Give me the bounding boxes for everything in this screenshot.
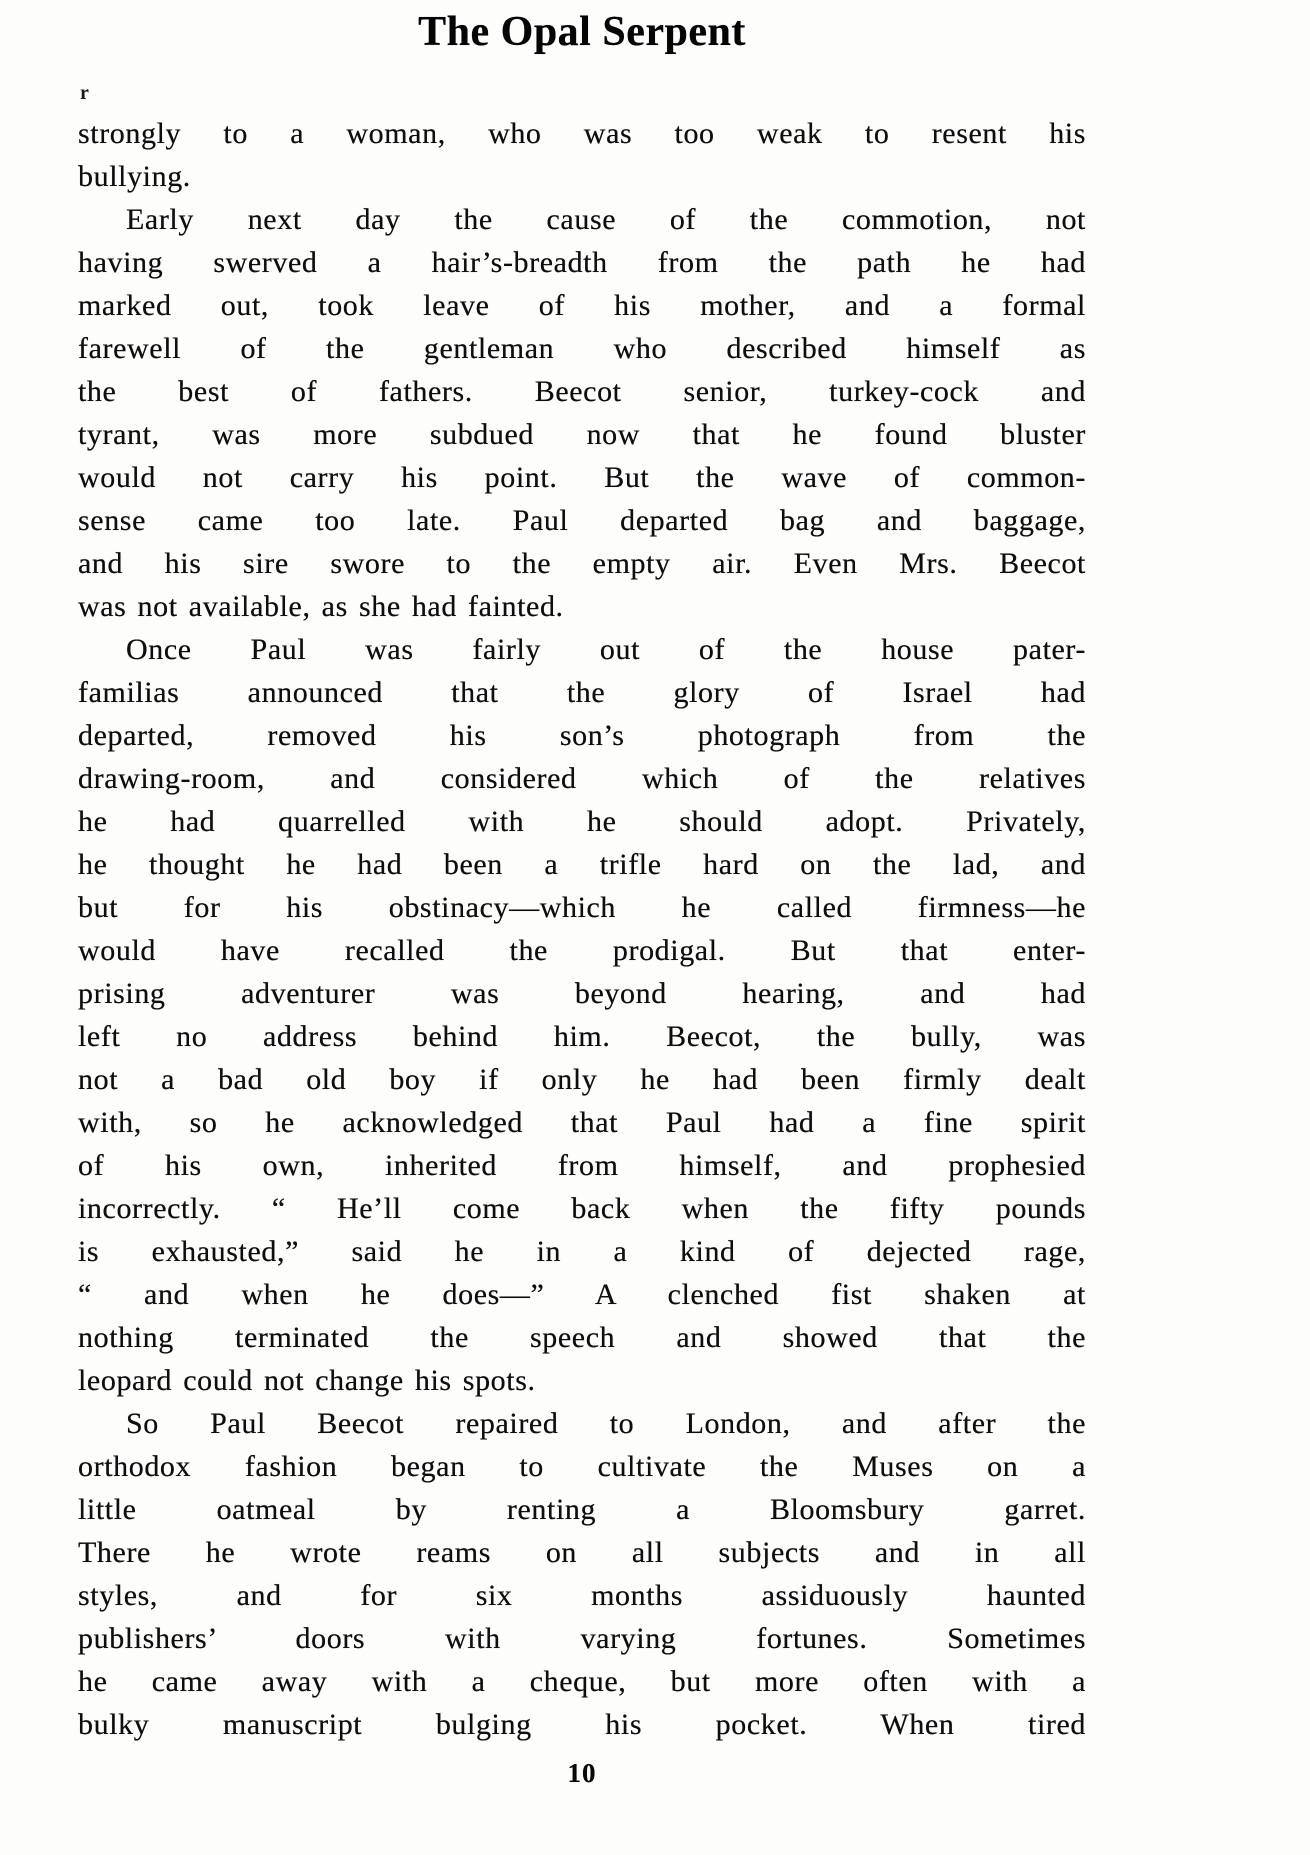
text-line: departed, removed his son’s photograph from the	[78, 719, 1086, 752]
page-number: 10	[567, 1758, 597, 1788]
text-line: sense came too late. Paul departed bag and baggage,	[78, 504, 1086, 537]
text-line: would have recalled the prodigal. But that enter-	[78, 934, 1086, 967]
text-line: “ and when he does—” A clenched fist shaken at	[78, 1278, 1086, 1311]
text-line: orthodox fashion began to cultivate the Muses on a	[78, 1450, 1086, 1483]
text-line: nothing terminated the speech and showed that the	[78, 1321, 1086, 1354]
text-line: but for his obstinacy—which he called firmness—he	[78, 891, 1086, 924]
text-line: marked out, took leave of his mother, and a formal	[78, 289, 1086, 322]
text-line: tyrant, was more subdued now that he found bluster	[78, 418, 1086, 451]
text-line: prising adventurer was beyond hearing, and had	[78, 977, 1086, 1010]
text-line: Early next day the cause of the commotion, not	[126, 203, 1086, 236]
text-line: Once Paul was fairly out of the house pater-	[126, 633, 1086, 666]
text-line: incorrectly. “ He’ll come back when the fifty pounds	[78, 1192, 1086, 1225]
text-line: bulky manuscript bulging his pocket. When tired	[78, 1708, 1086, 1741]
text-line: of his own, inherited from himself, and prophesied	[78, 1149, 1086, 1182]
page-title: The Opal Serpent	[418, 9, 746, 55]
text-line: he thought he had been a trifle hard on the lad, and	[78, 848, 1086, 881]
text-line: styles, and for six months assiduously haunted	[78, 1579, 1086, 1612]
text-line: familias announced that the glory of Israel had	[78, 676, 1086, 709]
text-line: left no address behind him. Beecot, the bully, was	[78, 1020, 1086, 1053]
text-line: publishers’ doors with varying fortunes. Sometimes	[78, 1622, 1086, 1655]
text-line: not a bad old boy if only he had been firmly dealt	[78, 1063, 1086, 1096]
text-line: he came away with a cheque, but more often with a	[78, 1665, 1086, 1698]
text-line: with, so he acknowledged that Paul had a fine spirit	[78, 1106, 1086, 1139]
text-line: strongly to a woman, who was too weak to resent his	[78, 117, 1086, 150]
text-line: he had quarrelled with he should adopt. Privately,	[78, 805, 1086, 838]
text-line: the best of fathers. Beecot senior, turkey-cock and	[78, 375, 1086, 408]
scan-artifact: r	[80, 82, 89, 104]
body-text	[78, 112, 1086, 1746]
text-line: drawing-room, and considered which of the relatives	[78, 762, 1086, 795]
text-line: There he wrote reams on all subjects and in all	[78, 1536, 1086, 1569]
text-line: was not available, as she had fainted.	[78, 590, 564, 623]
text-line: is exhausted,” said he in a kind of dejected rage,	[78, 1235, 1086, 1268]
text-line: So Paul Beecot repaired to London, and after the	[126, 1407, 1086, 1440]
text-line: would not carry his point. But the wave of common-	[78, 461, 1086, 494]
text-line: having swerved a hair’s-breadth from the path he had	[78, 246, 1086, 279]
text-line: farewell of the gentleman who described himself as	[78, 332, 1086, 365]
text-line: bullying.	[78, 160, 191, 193]
text-line: leopard could not change his spots.	[78, 1364, 536, 1397]
text-line: and his sire swore to the empty air. Even Mrs. Beecot	[78, 547, 1086, 580]
text-line: little oatmeal by renting a Bloomsbury garret.	[78, 1493, 1086, 1526]
